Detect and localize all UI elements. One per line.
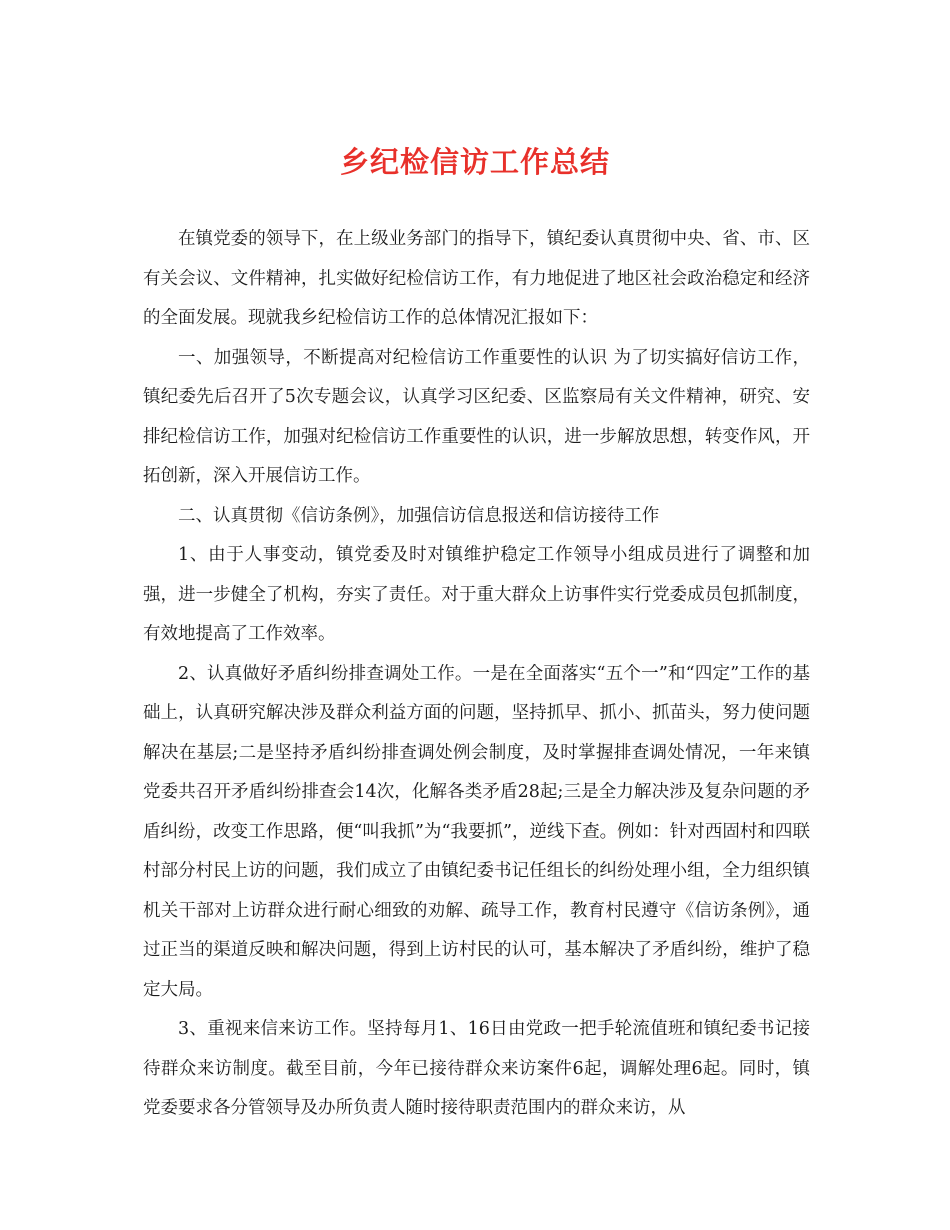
paragraph-section-2-heading: 二、认真贯彻《信访条例》，加强信访信息报送和信访接待工作 xyxy=(178,505,660,526)
paragraph-item-1: 1、由于人事变动，镇党委及时对镇维护稳定工作领导小组成员进行了调整和加强，进一步健全了机构，夯实了责任。对于重大群众上访事件实行党委成员包抓制度，有效地提高了工作效率。 xyxy=(143,545,810,644)
paragraph-item-3: 3、重视来信来访工作。坚持每月1、16日由党政一把手轮流值班和镇纪委书记接待群众来访制度。截至目前，今年已接待群众来访案件6起，调解处理6起。同时，镇党委要求各分管领导及办所负责人随时接待职责范围内的群众来访，从 xyxy=(143,1019,810,1118)
paragraph-section-1: 一、加强领导，不断提高对纪检信访工作重要性的认识 为了切实搞好信访工作，镇纪委先后召开了5次专题会议，认真学习区纪委、区监察局有关文件精神，研究、安排纪检信访工作，加强对纪检信访工作重要性的认识，进一步解放思想，转变作风，开拓创新，深入开展信访工作。 xyxy=(143,347,810,486)
document-body xyxy=(143,220,810,1129)
document-title: 乡纪检信访工作总结 xyxy=(339,145,610,179)
paragraph-intro: 在镇党委的领导下，在上级业务部门的指导下，镇纪委认真贯彻中央、省、市、区有关会议、文件精神，扎实做好纪检信访工作，有力地促进了地区社会政治稳定和经济的全面发展。现就我乡纪检信访工作的总体情况汇报如下： xyxy=(143,229,810,328)
paragraph-item-2: 2、认真做好矛盾纠纷排查调处工作。一是在全面落实“五个一”和“四定”工作的基础上，认真研究解决涉及群众利益方面的问题，坚持抓早、抓小、抓苗头，努力使问题解决在基层;二是坚持矛盾纠纷排查调处例会制度，及时掌握排查调处情况，一年来镇党委共召开矛盾纠纷排查会14次，化解各类矛盾28起;三是全力解决涉及复杂问题的矛盾纠纷，改变工作思路，便“叫我抓”为“我要抓”，逆线下查。例如：针对西固村和四联村部分村民上访的问题，我们成立了由镇纪委书记任组长的纠纷处理小组，全力组织镇机关干部对上访群众进行耐心细致的劝解、疏导工作，教育村民遵守《信访条例》，通过正当的渠道反映和解决问题，得到上访村民的认可，基本解决了矛盾纠纷，维护了稳定大局。 xyxy=(143,663,810,1000)
